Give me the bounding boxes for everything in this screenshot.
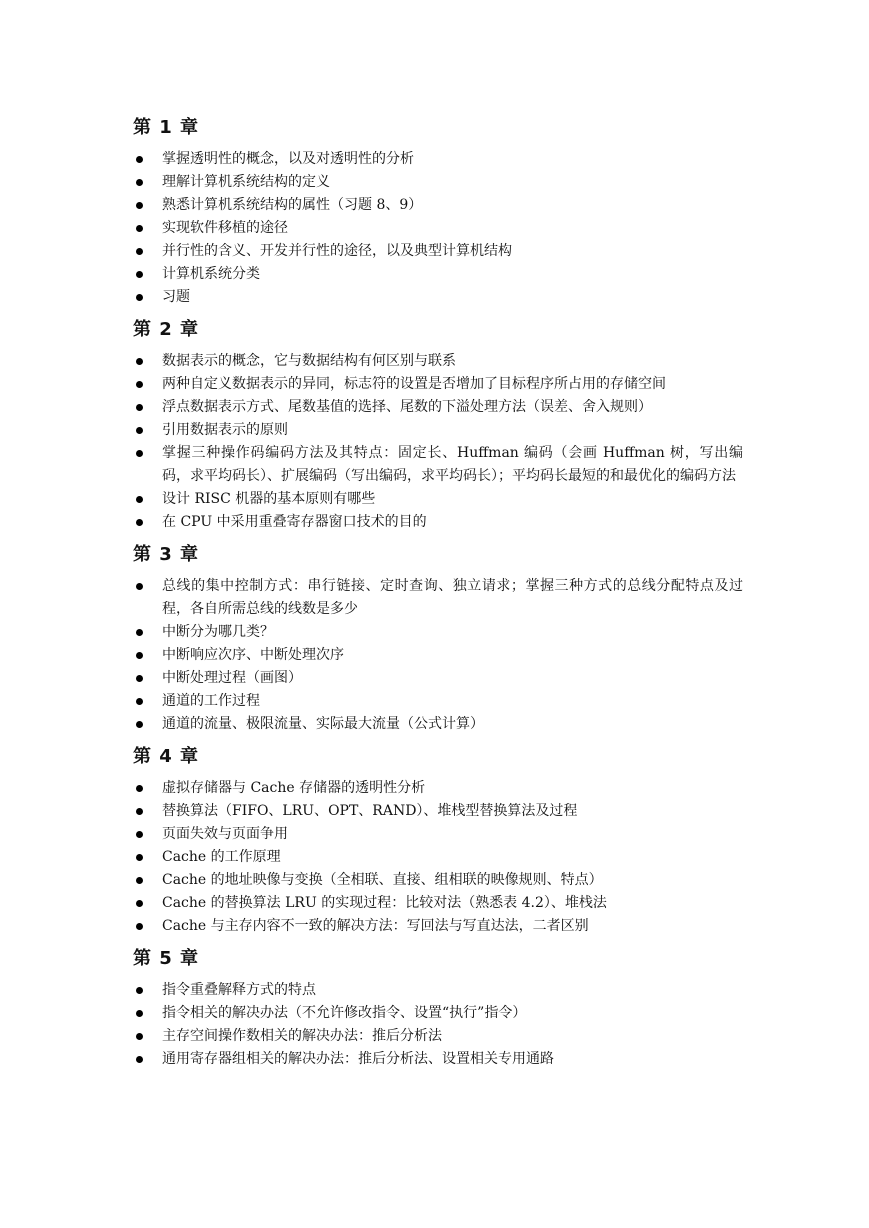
list-item xyxy=(133,350,743,373)
bullet-dot-icon xyxy=(136,987,143,994)
bullet-dot-icon xyxy=(136,358,143,365)
list-item-text: Cache 的工作原理 xyxy=(162,849,281,865)
bullet-dot-icon xyxy=(136,450,143,457)
chapter-title: 第 1 章 xyxy=(133,117,200,138)
list-item xyxy=(133,823,743,846)
list-item-text: 中断分为哪几类？ xyxy=(162,624,274,640)
bullet-dot-icon xyxy=(136,519,143,526)
list-item-text: 中断响应次序、中断处理次序 xyxy=(162,647,344,663)
bullet-dot-icon xyxy=(136,900,143,907)
bullet-dot-icon xyxy=(136,156,143,163)
list-item-text: 中断处理过程（画图） xyxy=(162,670,302,686)
list-item xyxy=(133,511,743,534)
chapter-title: 第 4 章 xyxy=(133,746,200,767)
list-item xyxy=(133,869,743,892)
list-item xyxy=(133,171,743,194)
list-item-text: 两种自定义数据表示的异同，标志符的设置是否增加了目标程序所占用的存储空间 xyxy=(162,376,666,392)
list-item xyxy=(133,396,743,419)
list-item-text: 设计 RISC 机器的基本原则有哪些 xyxy=(162,491,376,507)
list-item xyxy=(133,442,743,488)
bullet-dot-icon xyxy=(136,179,143,186)
list-item-text: 掌握三种操作码编码方法及其特点：固定长、Huffman 编码（会画 Huffman 树，写出编码，求平均码长）、扩展编码（写出编码，求平均码长）；平均码长最短的和最优化的编码方法 xyxy=(162,445,743,484)
bullet-dot-icon xyxy=(136,808,143,815)
list-item-text: 虚拟存储器与 Cache 存储器的透明性分析 xyxy=(162,780,426,796)
bullet-dot-icon xyxy=(136,1010,143,1017)
list-item-text: 替换算法（FIFO、LRU、OPT、RAND）、堆栈型替换算法及过程 xyxy=(162,803,578,819)
list-item-text: 习题 xyxy=(162,289,190,305)
bullet-list xyxy=(133,148,743,309)
list-item xyxy=(133,667,743,690)
list-item-text: 数据表示的概念，它与数据结构有何区别与联系 xyxy=(162,353,456,369)
list-item-text: 通用寄存器组相关的解决办法：推后分析法、设置相关专用通路 xyxy=(162,1051,554,1067)
list-item-text: 实现软件移植的途径 xyxy=(162,220,288,236)
bullet-dot-icon xyxy=(136,225,143,232)
chapter-section xyxy=(133,541,743,736)
bullet-dot-icon xyxy=(136,923,143,930)
list-item-text: 浮点数据表示方式、尾数基值的选择、尾数的下溢处理方法（误差、舍入规则） xyxy=(162,399,652,415)
bullet-dot-icon xyxy=(136,496,143,503)
list-item xyxy=(133,800,743,823)
chapter-title: 第 5 章 xyxy=(133,948,200,969)
list-item-text: 主存空间操作数相关的解决办法：推后分析法 xyxy=(162,1028,442,1044)
bullet-dot-icon xyxy=(136,854,143,861)
bullet-dot-icon xyxy=(136,583,143,590)
bullet-dot-icon xyxy=(136,202,143,209)
bullet-dot-icon xyxy=(136,1033,143,1040)
list-item-text: 引用数据表示的原则 xyxy=(162,422,288,438)
list-item xyxy=(133,892,743,915)
bullet-dot-icon xyxy=(136,404,143,411)
bullet-dot-icon xyxy=(136,675,143,682)
list-item xyxy=(133,1025,743,1048)
bullet-list xyxy=(133,979,743,1071)
list-item xyxy=(133,644,743,667)
bullet-dot-icon xyxy=(136,652,143,659)
list-item xyxy=(133,217,743,240)
bullet-dot-icon xyxy=(136,721,143,728)
list-item-text: 掌握透明性的概念，以及对透明性的分析 xyxy=(162,151,414,167)
list-item xyxy=(133,419,743,442)
list-item-text: Cache 与主存内容不一致的解决方法：写回法与写直达法，二者区别 xyxy=(162,918,589,934)
list-item-text: 并行性的含义、开发并行性的途径，以及典型计算机结构 xyxy=(162,243,512,259)
list-item xyxy=(133,979,743,1002)
bullet-dot-icon xyxy=(136,785,143,792)
bullet-list xyxy=(133,777,743,938)
chapter-title: 第 2 章 xyxy=(133,319,200,340)
bullet-list xyxy=(133,575,743,736)
list-item-text: 指令相关的解决办法（不允许修改指令、设置“执行”指令） xyxy=(162,1005,527,1021)
list-item xyxy=(133,1002,743,1025)
list-item xyxy=(133,690,743,713)
list-item-text: 通道的流量、极限流量、实际最大流量（公式计算） xyxy=(162,716,484,732)
list-item xyxy=(133,488,743,511)
bullet-dot-icon xyxy=(136,1056,143,1063)
list-item xyxy=(133,915,743,938)
list-item-text: Cache 的地址映像与变换（全相联、直接、组相联的映像规则、特点） xyxy=(162,872,603,888)
list-item-text: 计算机系统分类 xyxy=(162,266,260,282)
list-item xyxy=(133,846,743,869)
list-item-text: 指令重叠解释方式的特点 xyxy=(162,982,316,998)
bullet-dot-icon xyxy=(136,427,143,434)
chapter-section xyxy=(133,945,743,1071)
list-item-text: 总线的集中控制方式：串行链接、定时查询、独立请求；掌握三种方式的总线分配特点及过程，各自所需总线的线数是多少 xyxy=(162,578,743,617)
chapter-title: 第 3 章 xyxy=(133,544,200,565)
bullet-list xyxy=(133,350,743,534)
list-item xyxy=(133,373,743,396)
list-item xyxy=(133,148,743,171)
list-item-text: 在 CPU 中采用重叠寄存器窗口技术的目的 xyxy=(162,514,427,530)
outline-content xyxy=(133,114,743,1078)
list-item-text: 页面失效与页面争用 xyxy=(162,826,288,842)
bullet-dot-icon xyxy=(136,698,143,705)
list-item-text: 理解计算机系统结构的定义 xyxy=(162,174,330,190)
bullet-dot-icon xyxy=(136,381,143,388)
chapter-section xyxy=(133,114,743,309)
list-item xyxy=(133,194,743,217)
bullet-dot-icon xyxy=(136,831,143,838)
bullet-dot-icon xyxy=(136,877,143,884)
list-item xyxy=(133,286,743,309)
list-item xyxy=(133,575,743,621)
list-item xyxy=(133,1048,743,1071)
list-item xyxy=(133,263,743,286)
bullet-dot-icon xyxy=(136,294,143,301)
bullet-dot-icon xyxy=(136,271,143,278)
list-item xyxy=(133,777,743,800)
chapter-section xyxy=(133,316,743,534)
list-item-text: 通道的工作过程 xyxy=(162,693,260,709)
list-item xyxy=(133,621,743,644)
list-item-text: 熟悉计算机系统结构的属性（习题 8、9） xyxy=(162,197,423,213)
list-item xyxy=(133,713,743,736)
list-item-text: Cache 的替换算法 LRU 的实现过程：比较对法（熟悉表 4.2）、堆栈法 xyxy=(162,895,607,911)
list-item xyxy=(133,240,743,263)
chapter-section xyxy=(133,743,743,938)
bullet-dot-icon xyxy=(136,629,143,636)
bullet-dot-icon xyxy=(136,248,143,255)
